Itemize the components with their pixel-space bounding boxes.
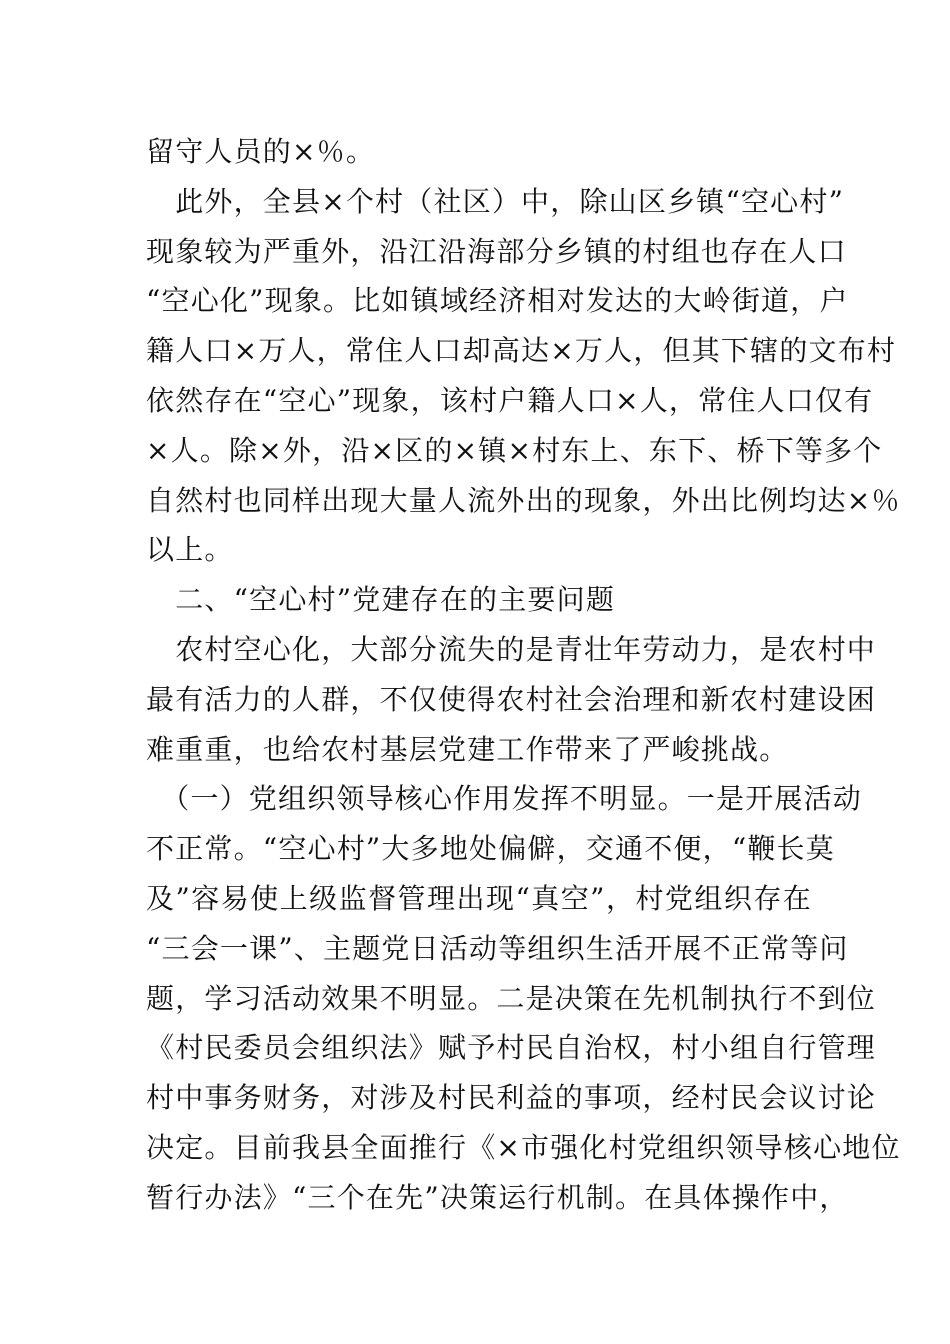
document-body: [146, 127, 901, 1223]
text-line: 自然村也同样出现大量人流外出的现象，外出比例均达×％: [146, 483, 901, 517]
section-heading: 二、“空心村”党建存在的主要问题: [146, 583, 616, 617]
text-line: 及”容易使上级监督管理出现“真空”，村党组织存在: [146, 881, 812, 915]
text-line: 此外，全县×个村（社区）中，除山区乡镇“空心村”: [146, 184, 845, 218]
text-line: 农村空心化，大部分流失的是青壮年劳动力，是农村中: [146, 632, 877, 666]
text-line: 题，学习活动效果不明显。二是决策在先机制执行不到位: [146, 981, 877, 1015]
text-line: 村中事务财务，对涉及村民利益的事项，经村民会议讨论: [146, 1081, 877, 1115]
text-line: 暂行办法》“三个在先”决策运行机制。在具体操作中，: [146, 1180, 849, 1214]
text-line: 不正常。“空心村”大多地处偏僻，交通不便，“鞭长莫: [146, 832, 835, 866]
text-line: 留守人员的×％。: [146, 135, 376, 168]
text-line: （一）党组织领导核心作用发挥不明显。一是开展活动: [146, 782, 863, 816]
text-line: 以上。: [146, 533, 234, 567]
text-line: 决定。目前我县全面推行《×市强化村党组织领导核心地位: [146, 1130, 901, 1164]
text-line: 最有活力的人群，不仅使得农村社会治理和新农村建设困: [146, 682, 877, 716]
text-line: 籍人口×万人，常住人口却高达×万人，但其下辖的文布村: [146, 334, 897, 368]
text-line: ×人。除×外，沿×区的×镇×村东上、东下、桥下等多个: [146, 433, 883, 467]
text-line: 现象较为严重外，沿江沿海部分乡镇的村组也存在人口: [146, 234, 847, 268]
text-line: 依然存在“空心”现象，该村户籍人口×人，常住人口仅有: [146, 383, 874, 417]
text-line: “空心化”现象。比如镇域经济相对发达的大岭街道，户: [146, 284, 849, 318]
text-line: 难重重，也给农村基层党建工作带来了严峻挑战。: [146, 732, 789, 766]
text-line: 《村民委员会组织法》赋予村民自治权，村小组自行管理: [146, 1031, 877, 1065]
text-line: “三会一课”、主题党日活动等组织生活开展不正常等问: [146, 931, 849, 965]
